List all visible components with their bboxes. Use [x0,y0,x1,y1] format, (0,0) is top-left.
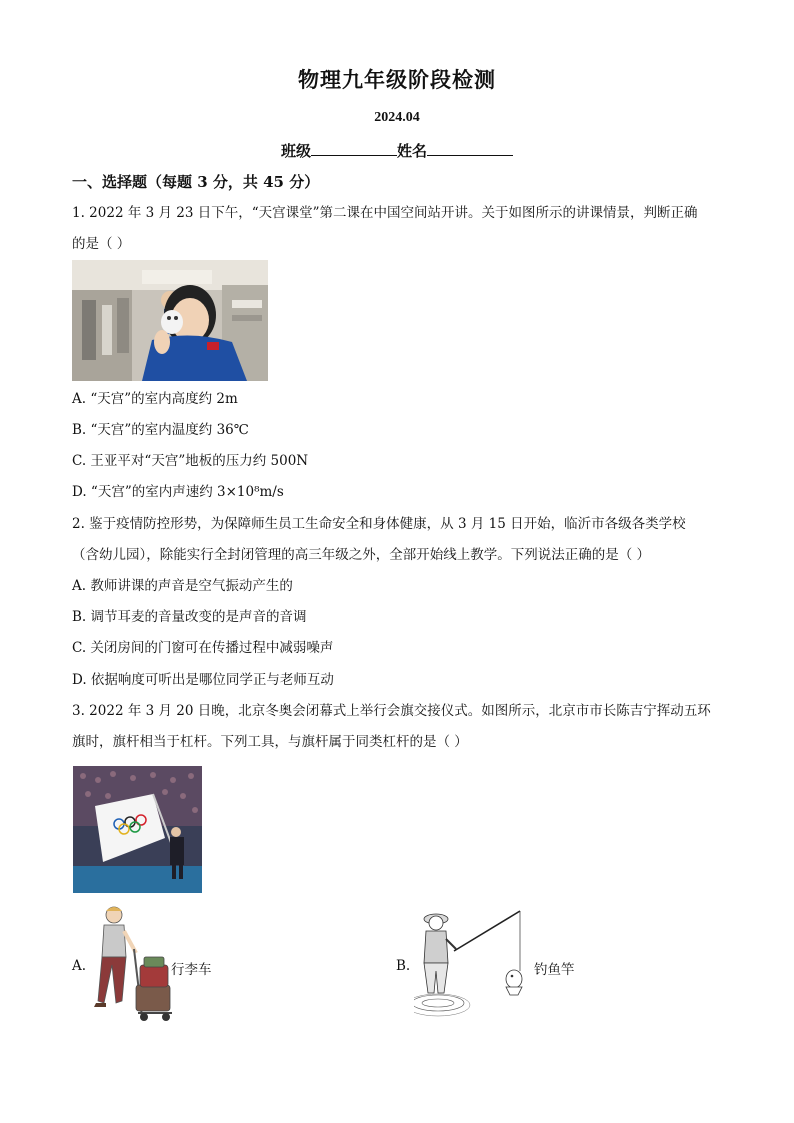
name-label: 姓名 [397,142,428,160]
q3-option-b-letter: B. [396,958,411,974]
class-name-line [0,140,794,161]
flag-handover-photo [73,766,202,893]
q3-stem-line1: 3. 2022 年 3 月 20 日晚，北京冬奥会闭幕式上举行会旗交接仪式。如图所示，北京市市长陈吉宁挥动五环 [72,703,711,719]
exam-date: 2024.04 [374,110,420,125]
q2-option-b: B. 调节耳麦的音量改变的是声音的音调 [72,609,307,625]
q1-option-d: D. “天宫”的室内声速约 3×10⁸m/s [72,484,284,500]
fishing-rod-illustration [414,905,526,1020]
section-heading: 一、选择题（每题 3 分，共 45 分） [72,173,320,191]
q1-stem-line2: 的是（ ） [72,236,131,252]
q2-option-c: C. 关闭房间的门窗可在传播过程中减弱噪声 [72,640,334,656]
q2-option-d: D. 依据响度可听出是哪位同学正与老师互动 [72,672,334,688]
q2-stem-line1: 2. 鉴于疫情防控形势，为保障师生员工生命安全和身体健康，从 3 月 15 日开始，临沂市各级各类学校 [72,516,686,532]
q1-stem-line1: 1. 2022 年 3 月 23 日下午，“天宫课堂”第二课在中国空间站开讲。关于如图所示的讲课情景，判断正确 [72,205,698,221]
q1-option-b: B. “天宫”的室内温度约 36℃ [72,422,249,438]
q3-option-a-text: 行李车 [171,962,212,978]
name-blank [427,141,513,156]
space-station-photo [72,260,268,381]
class-blank [311,141,397,156]
page-title: 物理九年级阶段检测 [298,67,496,92]
q2-option-a: A. 教师讲课的声音是空气振动产生的 [72,578,293,594]
luggage-cart-illustration [86,905,176,1023]
q3-stem-line2: 旗时，旗杆相当于杠杆。下列工具，与旗杆属于同类杠杆的是（ ） [72,734,468,750]
q1-option-c: C. 王亚平对“天宫”地板的压力约 500N [72,453,309,469]
q1-option-a: A. “天宫”的室内高度约 2m [72,391,238,407]
class-label: 班级 [280,142,311,160]
q3-option-b-text: 钓鱼竿 [534,962,575,978]
q3-option-a-letter: A. [72,958,87,974]
q2-stem-line2: （含幼儿园），除能实行全封闭管理的高三年级之外，全部开始线上教学。下列说法正确的是（ ） [72,547,651,563]
